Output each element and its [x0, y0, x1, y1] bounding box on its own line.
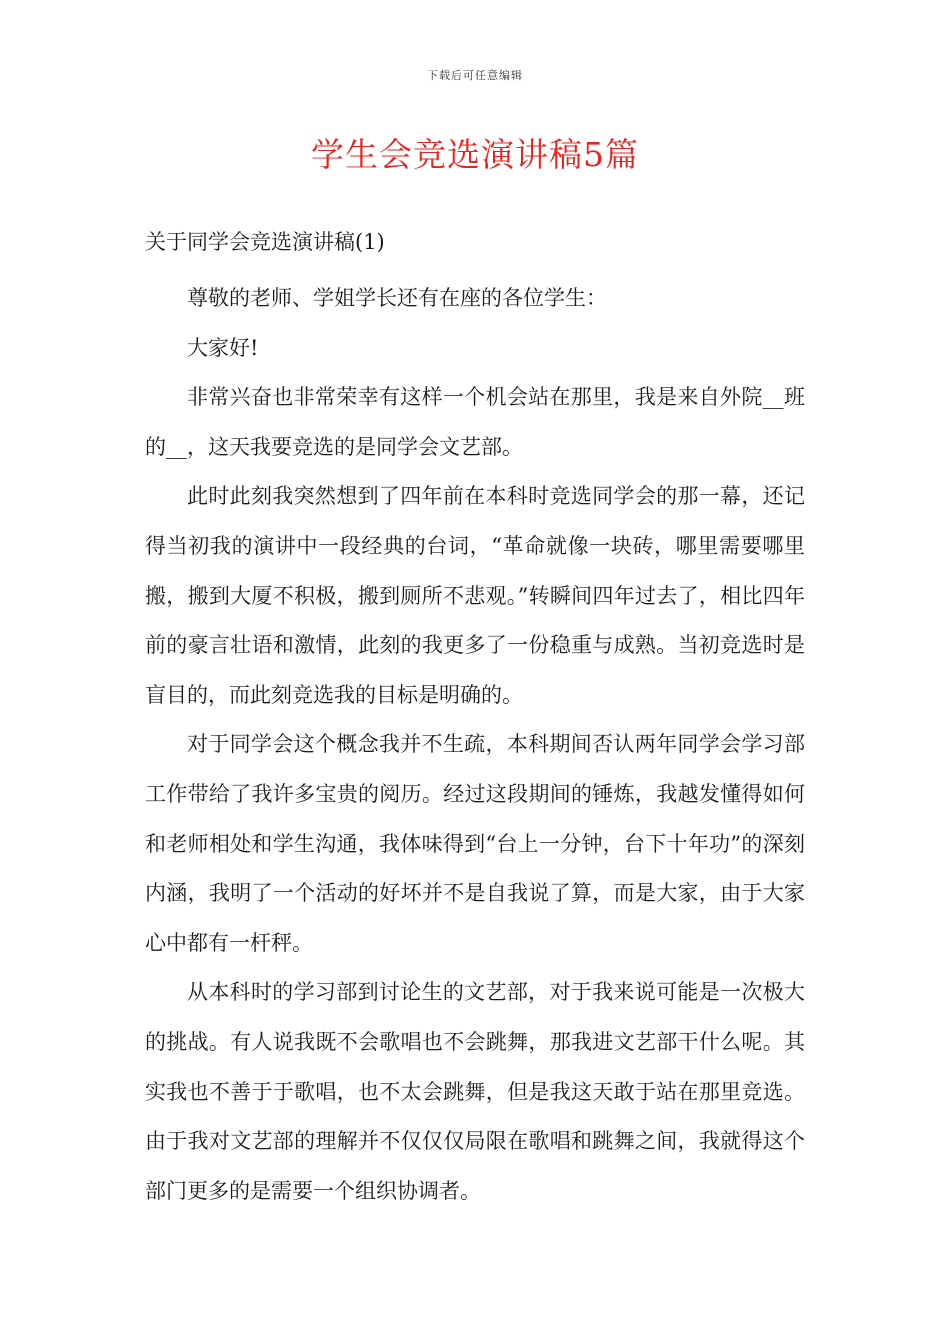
- paragraph-experience: 对于同学会这个概念我并不生疏，本科期间否认两年同学会学习部工作带给了我许多宝贵的阅历。经过这段期间的锤炼，我越发懂得如何和老师相处和学生沟通，我体味得到“台上一分钟，台下十年功”的深刻内涵，我明了一个活动的好坏并不是自我说了算，而是大家，由于大家心中都有一杆秤。: [145, 732, 805, 955]
- document-body: [145, 224, 805, 1216]
- paragraph-salutation: 尊敬的老师、学姐学长还有在座的各位学生：: [187, 286, 607, 310]
- paragraph-challenge: 从本科时的学习部到讨论生的文艺部，对于我来说可能是一次极大的挑战。有人说我既不会歌唱也不会跳舞，那我进文艺部干什么呢。其实我也不善于于歌唱，也不太会跳舞，但是我这天敢于站在那里竞选。由于我对文艺部的理解并不仅仅仅局限在歌唱和跳舞之间，我就得这个部门更多的是需要一个组织协调者。: [145, 980, 805, 1203]
- paragraph-memory: 此时此刻我突然想到了四年前在本科时竞选同学会的那一幕，还记得当初我的演讲中一段经典的台词，“革命就像一块砖，哪里需要哪里搬，搬到大厦不积极，搬到厕所不悲观。”转瞬间四年过去了，相比四年前的豪言壮语和激情，此刻的我更多了一份稳重与成熟。当初竞选时是盲目的，而此刻竞选我的目标是明确的。: [145, 484, 805, 707]
- paragraph-intro: 非常兴奋也非常荣幸有这样一个机会站在那里，我是来自外院__班的__，这天我要竞选的是同学会文艺部。: [145, 385, 805, 459]
- paragraph-greeting: 大家好!: [187, 335, 259, 360]
- header-note: 下载后可任意编辑: [427, 69, 523, 82]
- document-title: 学生会竞选演讲稿5篇: [311, 135, 639, 174]
- section-subtitle: 关于同学会竞选演讲稿(1): [145, 230, 385, 254]
